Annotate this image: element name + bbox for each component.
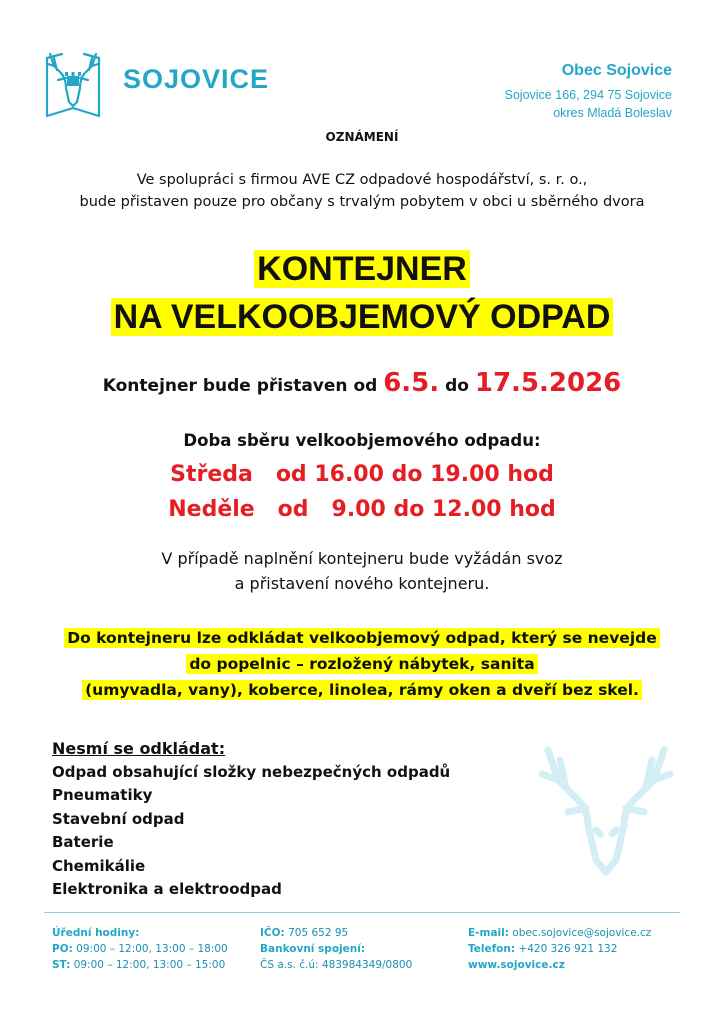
st-value: 09:00 – 12:00, 13:00 – 15:00: [70, 959, 226, 971]
ico-value: 705 652 95: [284, 927, 349, 939]
phone-value: +420 326 921 132: [515, 943, 618, 955]
notice-title: OZNÁMENÍ: [325, 130, 399, 144]
dates-mid: do: [445, 376, 469, 396]
intro-line2: bude přistaven pouze pro občany s trvalým pobytem v obci u sběrného dvora: [79, 194, 645, 210]
collection-hours: [0, 457, 724, 527]
allowed-line3: (umyvadla, vany), koberce, linolea, rámy oken a dveří bez skel.: [82, 680, 642, 700]
address-line1: Sojovice 166, 294 75 Sojovice: [504, 88, 672, 102]
replacement-note: [0, 546, 724, 596]
allowed-line2: do popelnic – rozložený nábytek, sanita: [186, 654, 537, 674]
bank-value: ČS a.s. č.ú: 483984349/0800: [260, 959, 413, 971]
collection-line1: Středa od 16.00 do 19.00 hod: [170, 462, 554, 487]
replace-line2: a přistavení nového kontejneru.: [234, 574, 490, 593]
address-line2: okres Mladá Boleslav: [553, 106, 672, 120]
list-item: Pneumatiky: [52, 786, 153, 804]
headline-line1: KONTEJNER: [254, 250, 470, 288]
email-link[interactable]: obec.sojovice@sojovice.cz: [508, 927, 652, 939]
org-address: [505, 62, 672, 122]
ico-label: IČO:: [260, 927, 285, 939]
list-item: Elektronika a elektroodpad: [52, 880, 282, 898]
list-item: Stavební odpad: [52, 809, 185, 828]
footer-hours: [52, 925, 228, 973]
phone-label: Telefon:: [468, 943, 516, 955]
placement-dates: [0, 368, 724, 398]
email-label: E-mail:: [468, 927, 509, 939]
hours-label: Úřední hodiny:: [52, 927, 140, 939]
deer-emblem-icon: [44, 44, 102, 120]
headline-line2: NA VELKOOBJEMOVÝ ODPAD: [111, 298, 614, 336]
st-label: ST:: [52, 959, 71, 971]
intro-text: [0, 169, 724, 213]
forbidden-heading: Nesmí se odkládat:: [52, 739, 226, 758]
deer-watermark-icon: [538, 730, 674, 890]
collection-title: Doba sběru velkoobjemového odpadu:: [183, 431, 541, 450]
replace-line1: V případě naplnění kontejneru bude vyžádán svoz: [161, 549, 563, 568]
allowed-waste: [0, 625, 724, 703]
web-link[interactable]: www.sojovice.cz: [468, 959, 565, 971]
date-from: 6.5.: [383, 368, 440, 398]
po-value: 09:00 – 12:00, 13:00 – 18:00: [72, 943, 228, 955]
forbidden-list: [52, 737, 450, 902]
intro-line1: Ve spolupráci s firmou AVE CZ odpadové hospodářství, s. r. o.,: [136, 172, 588, 188]
headline: [0, 245, 724, 341]
po-label: PO:: [52, 943, 73, 955]
footer-contact: [468, 925, 651, 973]
bank-label: Bankovní spojení:: [260, 943, 366, 955]
list-item: Odpad obsahující složky nebezpečných odpadů: [52, 762, 451, 781]
allowed-line1: Do kontejneru lze odkládat velkoobjemový odpad, který se nevejde: [64, 628, 659, 648]
footer-divider: [44, 912, 680, 913]
org-name: Obec Sojovice: [561, 62, 672, 79]
date-to: 17.5.2026: [474, 368, 622, 398]
list-item: Baterie: [52, 833, 114, 851]
footer-bank: [260, 925, 412, 973]
collection-line2: Neděle od 9.00 do 12.00 hod: [168, 497, 556, 522]
brand-name: SOJOVICE: [123, 64, 270, 94]
dates-prefix: Kontejner bude přistaven od: [102, 376, 378, 396]
list-item: Chemikálie: [52, 856, 146, 875]
